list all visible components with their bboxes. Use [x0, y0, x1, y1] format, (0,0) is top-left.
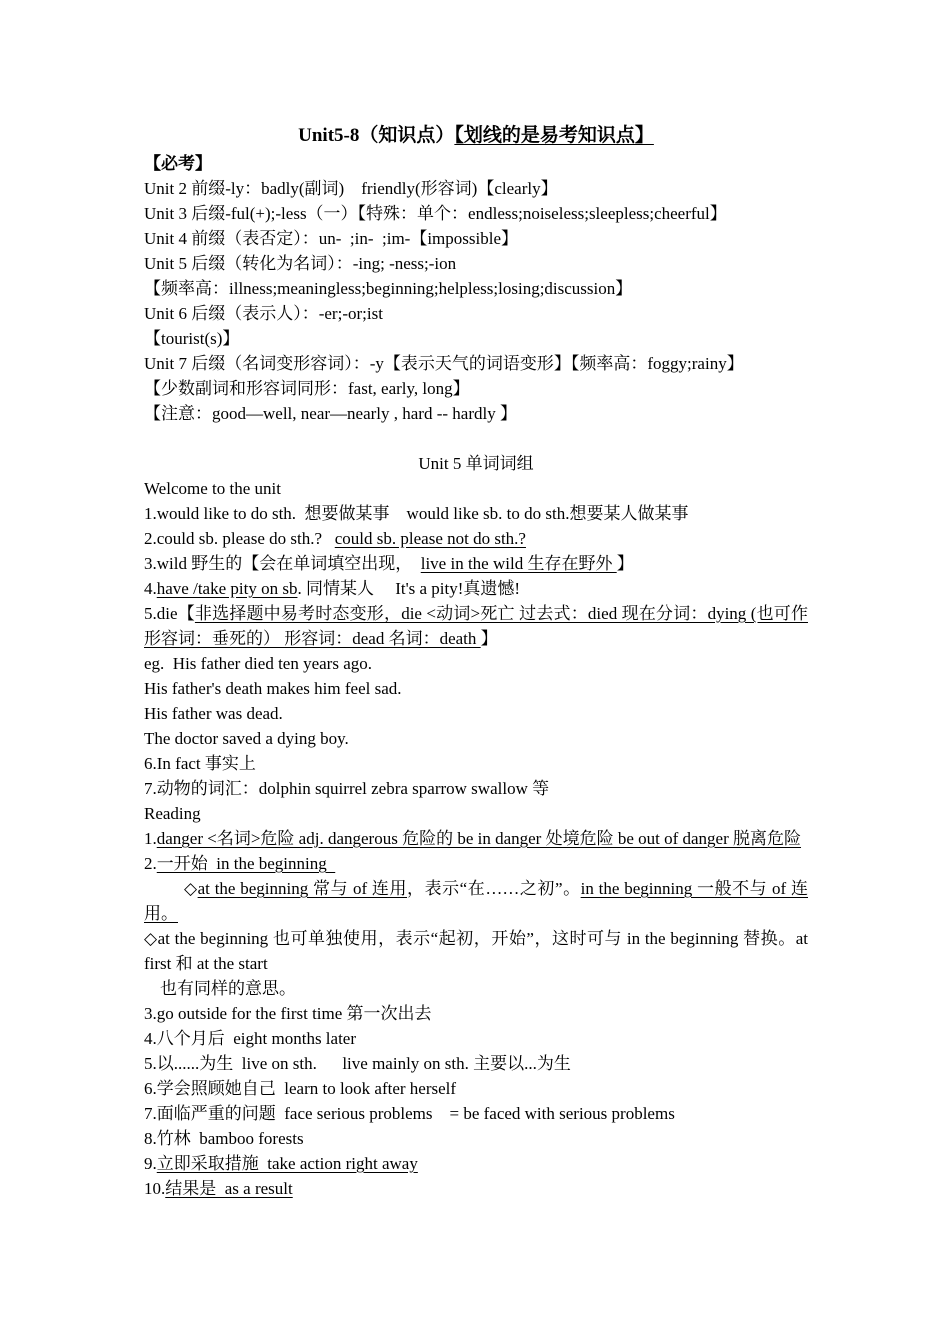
must-label: 【必考】: [144, 154, 212, 173]
unit6-line: Unit 6 后缀（表示人）：-er;-or;ist: [144, 304, 383, 323]
item-w7: 7.动物的词汇：dolphin squirrel zebra sparrow swallow 等: [144, 779, 550, 798]
item-w1: 1.would like to do sth. 想要做某事 would like sb. to do sth.想要某人做某事: [144, 504, 689, 523]
item-r2-note-2: ◇at the beginning 也可单独使用，表示“起初，开始”，这时可与 in the beginning 替换。at first 和 at the start: [144, 929, 808, 973]
note-line: 【注意：good—well, near—nearly , hard -- hardly 】: [144, 404, 517, 423]
item-r3: 3.go outside for the first time 第一次出去: [144, 1004, 432, 1023]
item-r9: 9.立即采取措施 take action right away: [144, 1154, 418, 1173]
unit6-example-line: 【tourist(s)】: [144, 329, 240, 348]
reading-heading: Reading: [144, 804, 201, 823]
spacer: [144, 426, 808, 451]
example-1: eg. His father died ten years ago.: [144, 654, 372, 673]
example-3: His father was dead.: [144, 704, 283, 723]
item-w3: 3.wild 野生的【会在单词填空出现， live in the wild 生存在野外 】: [144, 554, 634, 573]
unit3-line: Unit 3 后缀-ful(+);-less（一）【特殊：单个：endless;noiseless;sleepless;cheerful】: [144, 204, 727, 223]
item-w6: 6.In fact 事实上: [144, 754, 256, 773]
item-w5: 5.die【非选择题中易考时态变形，die <动词>死亡 过去式：died 现在分词：dying (也可作形容词：垂死的） 形容词：dead 名词：death 】: [144, 604, 808, 648]
item-r4: 4.八个月后 eight months later: [144, 1029, 357, 1048]
unit2-line: Unit 2 前缀-ly：badly(副词) friendly(形容词)【clearly】: [144, 179, 558, 198]
item-r2-note-1: ◇at the beginning 常与 of 连用，表示“在……之初”。in the beginning 一般不与 of 连用。: [144, 879, 808, 923]
item-r6: 6.学会照顾她自己 learn to look after herself: [144, 1079, 457, 1098]
example-2: His father's death makes him feel sad.: [144, 679, 402, 698]
adv-adj-line: 【少数副词和形容词同形：fast, early, long】: [144, 379, 470, 398]
item-r2: 2.一开始 in the beginning: [144, 854, 336, 873]
unit5-frequency-line: 【频率高：illness;meaningless;beginning;helpless;losing;discussion】: [144, 279, 633, 298]
item-w4: 4.have /take pity on sb. 同情某人 It's a pity!真遗憾!: [144, 579, 521, 598]
title-underlined: 【划线的是易考知识点】: [454, 125, 654, 146]
example-4: The doctor saved a dying boy.: [144, 729, 349, 748]
page-title: Unit5-8（知识点）【划线的是易考知识点】: [298, 125, 654, 146]
unit5-line: Unit 5 后缀（转化为名词）：-ing; -ness;-ion: [144, 254, 457, 273]
item-r8: 8.竹林 bamboo forests: [144, 1129, 304, 1148]
document-page: [144, 121, 808, 1201]
section-title: Unit 5 单词词组: [418, 454, 534, 473]
item-r2-note-3: 也有同样的意思。: [160, 979, 296, 998]
unit4-line: Unit 4 前缀（表否定）：un- ;in- ;im-【impossible】: [144, 229, 518, 248]
item-r5: 5.以......为生 live on sth. live mainly on sth. 主要以...为生: [144, 1054, 571, 1073]
unit7-line: Unit 7 后缀（名词变形容词）：-y【表示天气的词语变形】【频率高：foggy;rainy】: [144, 354, 744, 373]
item-r1: 1.danger <名词>危险 adj. dangerous 危险的 be in danger 处境危险 be out of danger 脱离危险: [144, 829, 802, 848]
item-r7: 7.面临严重的问题 face serious problems = be faced with serious problems: [144, 1104, 675, 1123]
item-r10: 10.结果是 as a result: [144, 1179, 293, 1198]
welcome-heading: Welcome to the unit: [144, 479, 281, 498]
item-w2: 2.could sb. please do sth.? could sb. please not do sth.?: [144, 529, 526, 548]
